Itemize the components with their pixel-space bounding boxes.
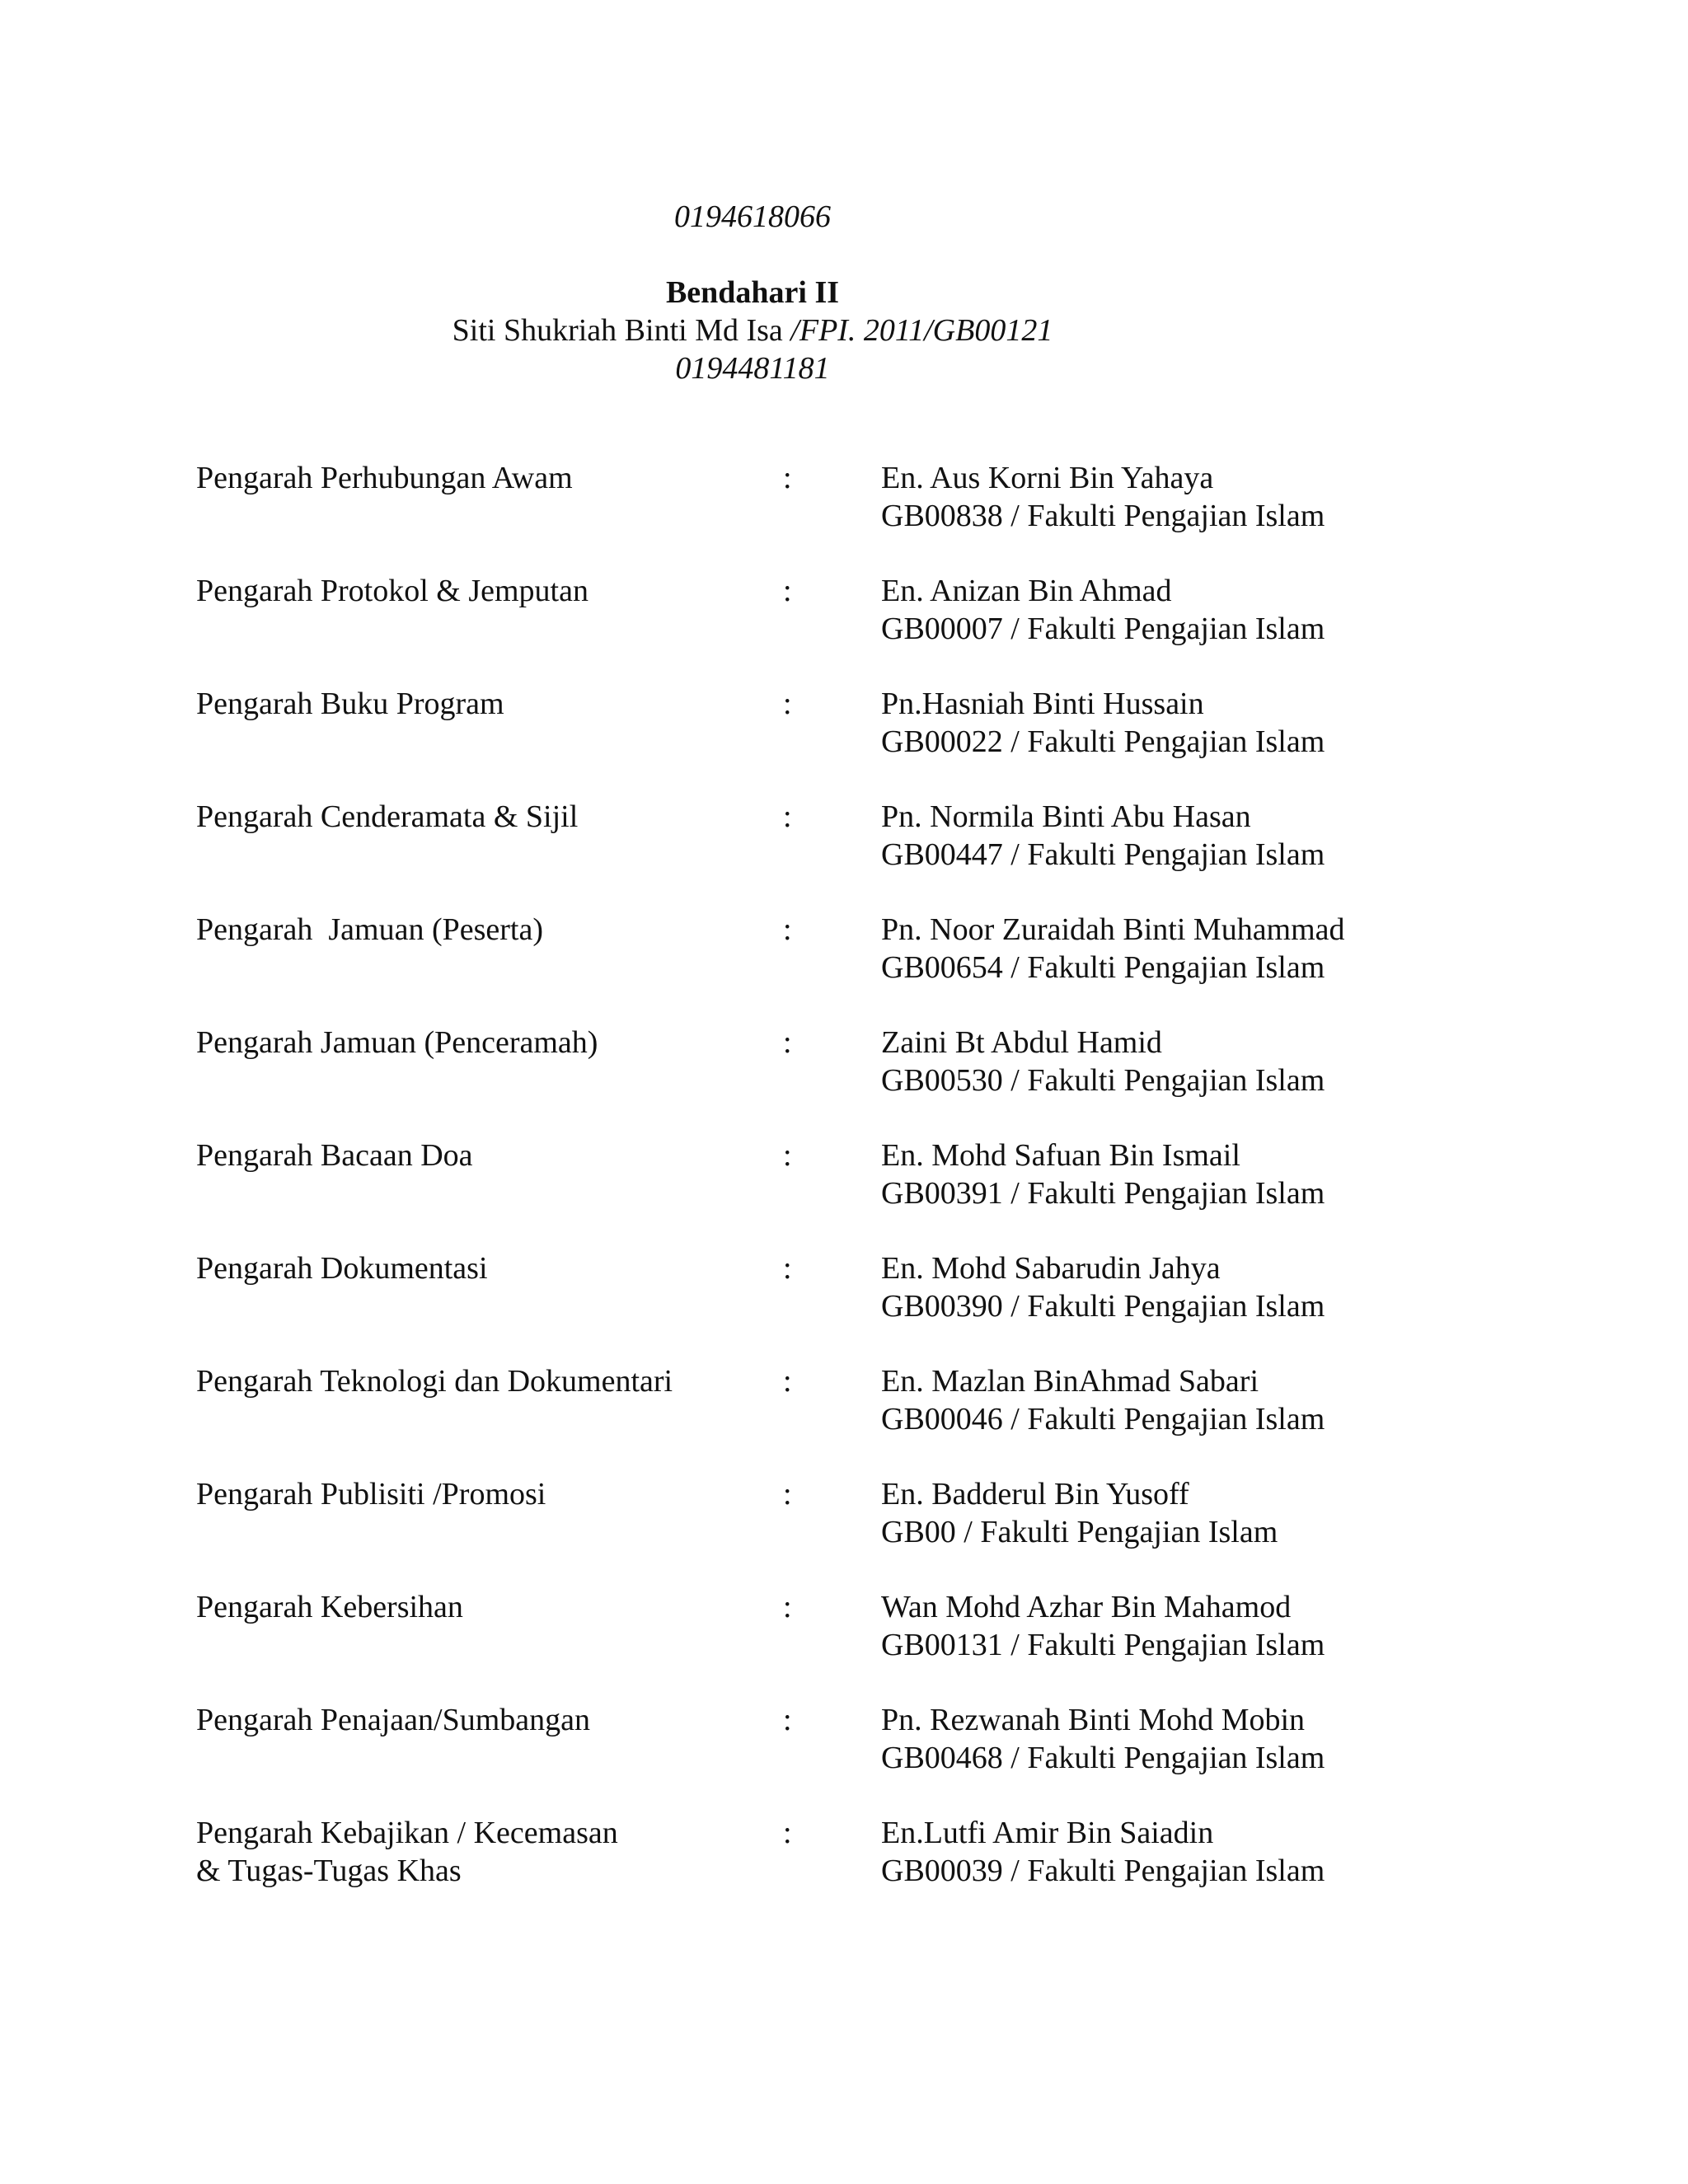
bendahari-name: Siti Shukriah Binti Md Isa [452, 313, 791, 348]
roster-person-name: En. Badderul Bin Yusoff [881, 1477, 1189, 1511]
roster-person [881, 1814, 1623, 1890]
roster-person [881, 685, 1623, 761]
roster-row [0, 1814, 1688, 1890]
roster-row [0, 572, 1688, 648]
roster-separator: : [783, 1477, 792, 1511]
roster-person [881, 1249, 1623, 1325]
roster-separator: : [783, 461, 792, 495]
roster-person [881, 1475, 1623, 1551]
roster-person-detail: GB00391 / Fakulti Pengajian Islam [881, 1176, 1325, 1211]
roster-role [196, 911, 773, 949]
roster-separator: : [783, 1138, 792, 1173]
top-phone-number: 0194618066 [674, 199, 831, 234]
roster-role-line: Pengarah Dokumentasi [196, 1251, 488, 1286]
roster-role [196, 1137, 773, 1174]
roster-row [0, 1588, 1688, 1664]
roster-person-name: En. Mazlan BinAhmad Sabari [881, 1364, 1259, 1399]
roster-person [881, 798, 1623, 874]
bendahari-section [0, 274, 1505, 387]
roster-person-detail: GB00 / Fakulti Pengajian Islam [881, 1515, 1278, 1549]
roster-role-line: Pengarah Protokol & Jemputan [196, 574, 588, 608]
roster-separator: : [783, 799, 792, 834]
roster-role-line: Pengarah Penajaan/Sumbangan [196, 1703, 591, 1737]
roster-role-line: & Tugas-Tugas Khas [196, 1854, 462, 1888]
roster-role [196, 1362, 773, 1400]
roster-row [0, 1701, 1688, 1777]
roster-row [0, 1137, 1688, 1212]
bendahari-ref: /FPI. 2011/GB00121 [790, 313, 1053, 348]
roster-person-name: Pn. Rezwanah Binti Mohd Mobin [881, 1703, 1306, 1737]
roster-role-line: Pengarah Bacaan Doa [196, 1138, 473, 1173]
roster-role [196, 798, 773, 836]
roster-role-line: Pengarah Kebajikan / Kecemasan [196, 1816, 618, 1850]
roster-separator: : [783, 1590, 792, 1624]
roster-role-line: Pengarah Teknologi dan Dokumentari [196, 1364, 673, 1399]
roster-person-detail: GB00468 / Fakulti Pengajian Islam [881, 1741, 1325, 1775]
roster-role [196, 1249, 773, 1287]
roster-person [881, 1137, 1623, 1212]
roster-person-detail: GB00654 / Fakulti Pengajian Islam [881, 950, 1325, 985]
roster-role [196, 1814, 773, 1890]
roster-role [196, 459, 773, 497]
roster-row [0, 911, 1688, 987]
roster-person-name: En. Aus Korni Bin Yahaya [881, 461, 1214, 495]
roster-person-detail: GB00131 / Fakulti Pengajian Islam [881, 1628, 1325, 1662]
roster-person [881, 911, 1623, 987]
bendahari-name-line [0, 312, 1505, 349]
roster-role-line: Pengarah Buku Program [196, 687, 504, 721]
roster-separator: : [783, 687, 792, 721]
roster-person-detail: GB00530 / Fakulti Pengajian Islam [881, 1063, 1325, 1098]
roster-person-detail: GB00447 / Fakulti Pengajian Islam [881, 837, 1325, 872]
roster-separator: : [783, 574, 792, 608]
roster-person-name: Pn. Normila Binti Abu Hasan [881, 799, 1251, 834]
roster-row [0, 1475, 1688, 1551]
roster-row [0, 459, 1688, 535]
roster-person [881, 1701, 1623, 1777]
roster-row [0, 1024, 1688, 1099]
roster-person-name: Pn.Hasniah Binti Hussain [881, 687, 1204, 721]
roster-role [196, 1475, 773, 1513]
roster-person-name: En. Mohd Sabarudin Jahya [881, 1251, 1221, 1286]
roster-role [196, 1588, 773, 1626]
roster-separator: : [783, 1251, 792, 1286]
roster-row [0, 1362, 1688, 1438]
roster-person-name: En.Lutfi Amir Bin Saiadin [881, 1816, 1214, 1850]
roster-person-detail: GB00022 / Fakulti Pengajian Islam [881, 724, 1325, 759]
roster-person-name: Wan Mohd Azhar Bin Mahamod [881, 1590, 1292, 1624]
roster-role [196, 572, 773, 610]
roster-role-line: Pengarah Jamuan (Penceramah) [196, 1025, 598, 1060]
roster-person-detail: GB00007 / Fakulti Pengajian Islam [881, 612, 1325, 646]
roster-row [0, 1249, 1688, 1325]
roster-person-name: En. Anizan Bin Ahmad [881, 574, 1172, 608]
roster-row [0, 685, 1688, 761]
roster-person [881, 572, 1623, 648]
roster-person [881, 1024, 1623, 1099]
roster-role [196, 685, 773, 723]
roster-role-line: Pengarah Jamuan (Peserta) [196, 912, 544, 947]
roster-separator: : [783, 912, 792, 947]
roster-separator: : [783, 1703, 792, 1737]
roster-person-name: Pn. Noor Zuraidah Binti Muhammad [881, 912, 1345, 947]
roster-row [0, 798, 1688, 874]
roster-person [881, 1588, 1623, 1664]
roster-role [196, 1024, 773, 1062]
roster-person-name: Zaini Bt Abdul Hamid [881, 1025, 1162, 1060]
bendahari-phone: 0194481181 [675, 351, 830, 386]
roster-separator: : [783, 1816, 792, 1850]
roster-separator: : [783, 1025, 792, 1060]
roster-person-detail: GB00046 / Fakulti Pengajian Islam [881, 1402, 1325, 1436]
roster-role-line: Pengarah Kebersihan [196, 1590, 463, 1624]
roster-separator: : [783, 1364, 792, 1399]
roster-role-line: Pengarah Perhubungan Awam [196, 461, 573, 495]
roster-role [196, 1701, 773, 1739]
bendahari-title: Bendahari II [665, 275, 840, 310]
roster-person-detail: GB00838 / Fakulti Pengajian Islam [881, 499, 1325, 533]
roster-role-line: Pengarah Cenderamata & Sijil [196, 799, 579, 834]
roster-person-detail: GB00390 / Fakulti Pengajian Islam [881, 1289, 1325, 1324]
roster-person-name: En. Mohd Safuan Bin Ismail [881, 1138, 1240, 1173]
roster-person-detail: GB00039 / Fakulti Pengajian Islam [881, 1854, 1325, 1888]
roster-role-line: Pengarah Publisiti /Promosi [196, 1477, 546, 1511]
roster-person [881, 1362, 1623, 1438]
roster-person [881, 459, 1623, 535]
